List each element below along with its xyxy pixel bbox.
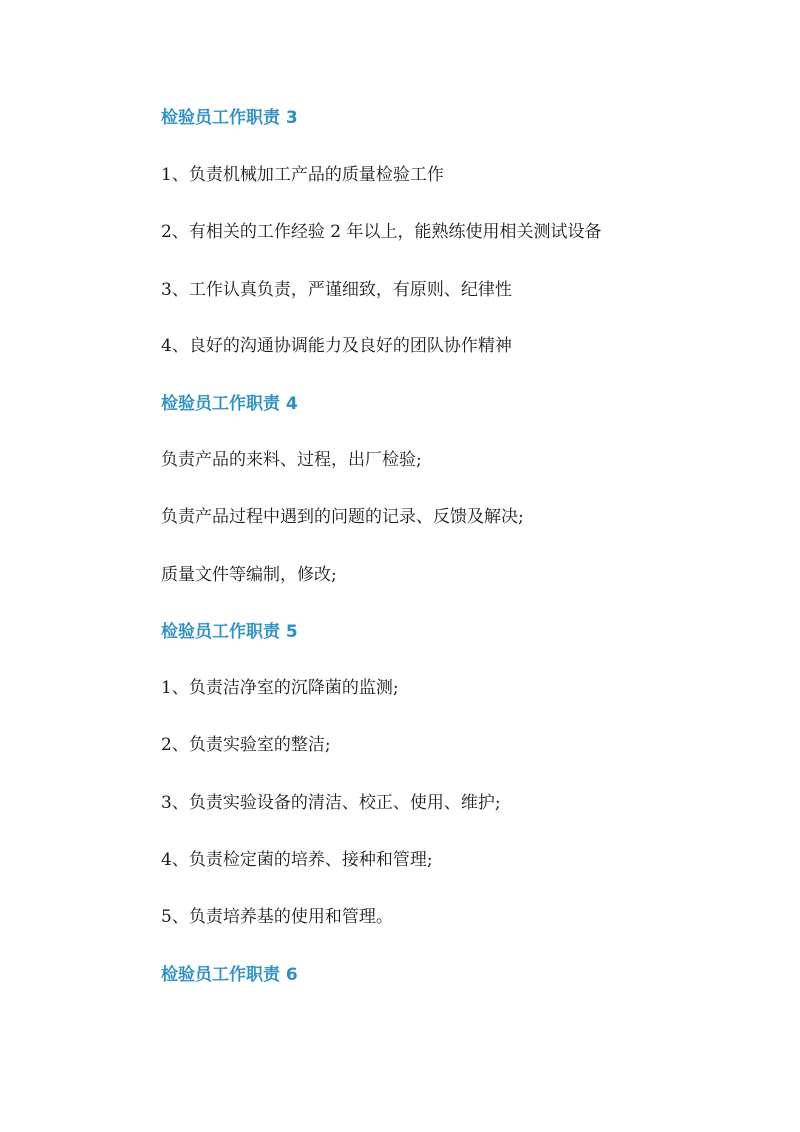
section-heading-5: 检验员工作职责 5: [161, 622, 298, 642]
duty-item: 2、有相关的工作经验 2 年以上，能熟练使用相关测试设备: [161, 222, 602, 242]
duty-item: 4、良好的沟通协调能力及良好的团队协作精神: [161, 336, 512, 356]
duty-item: 3、工作认真负责，严谨细致，有原则、纪律性: [161, 280, 512, 300]
duty-item: 质量文件等编制，修改;: [161, 565, 337, 585]
duty-item: 1、负责洁净室的沉降菌的监测;: [161, 678, 399, 698]
duty-item: 2、负责实验室的整洁;: [161, 735, 331, 755]
duty-item: 负责产品过程中遇到的问题的记录、反馈及解决;: [161, 507, 524, 527]
section-heading-4: 检验员工作职责 4: [161, 394, 298, 414]
duty-item: 1、负责机械加工产品的质量检验工作: [161, 165, 444, 185]
section-heading-6: 检验员工作职责 6: [161, 965, 298, 985]
duty-item: 负责产品的来料、过程，出厂检验;: [161, 450, 422, 470]
section-heading-3: 检验员工作职责 3: [161, 108, 298, 128]
duty-item: 3、负责实验设备的清洁、校正、使用、维护;: [161, 793, 501, 813]
duty-item: 4、负责检定菌的培养、接种和管理;: [161, 850, 433, 870]
duty-item: 5、负责培养基的使用和管理。: [161, 907, 393, 927]
